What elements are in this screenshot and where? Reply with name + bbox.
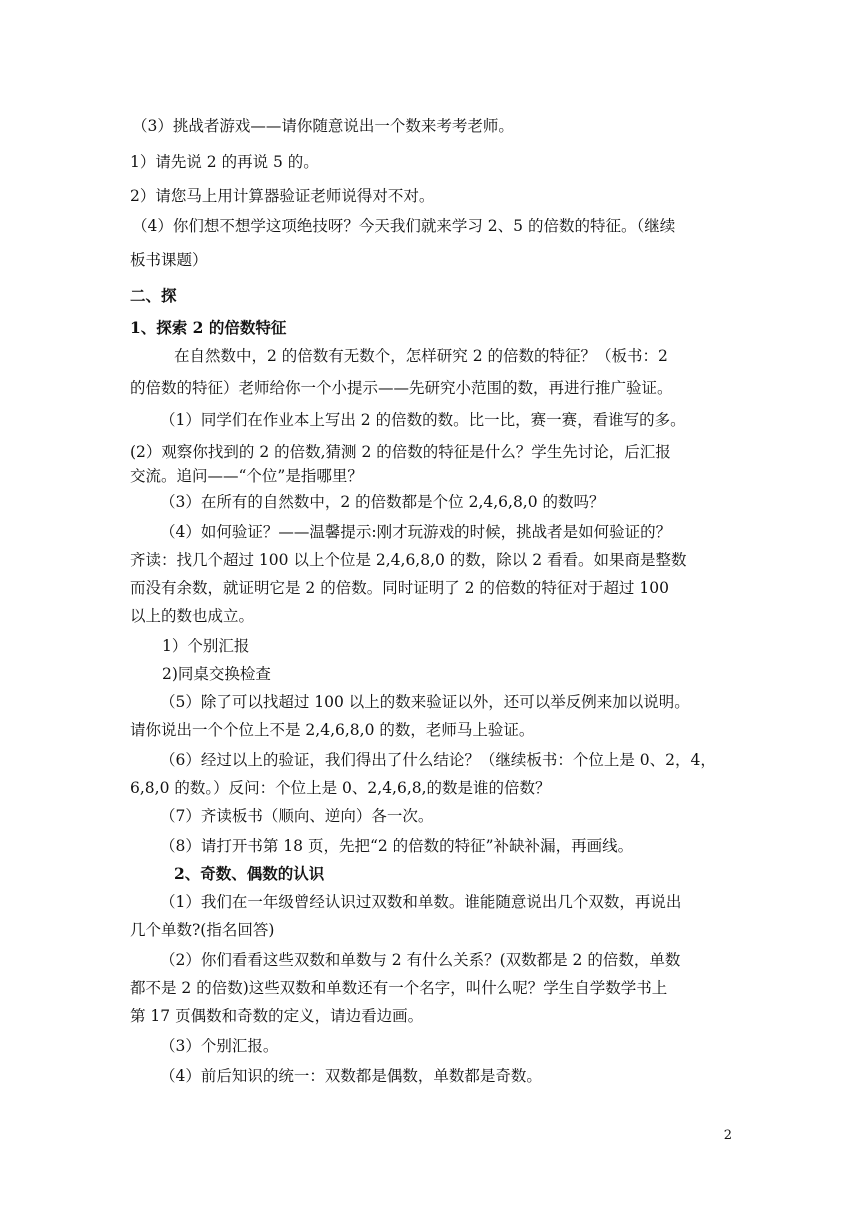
subsection-heading-multiples-of-2: 1、探索 2 的倍数特征 bbox=[130, 318, 287, 337]
text-line-say-a-number: 请你说出一个个位上不是 2,4,6,8,0 的数，老师马上验证。 bbox=[130, 721, 535, 739]
subsection-heading-odd-even: 2、奇数、偶数的认识 bbox=[174, 864, 325, 883]
text-line-report: （3）个别汇报。 bbox=[160, 1037, 279, 1055]
text-line-how-to-verify: （4）如何验证？——温馨提示:刚才玩游戏的时候，挑战者是如何验证的？ bbox=[160, 523, 672, 541]
text-line-peer-check: 2)同桌交换检查 bbox=[162, 665, 271, 683]
text-line-say-2-then-5: 1）请先说 2 的再说 5 的。 bbox=[130, 153, 319, 171]
text-line-open-book: （8）请打开书第 18 页，先把“2 的倍数的特征”补缺补漏，再画线。 bbox=[160, 837, 634, 855]
text-line-ask-ones-place: 交流。追问——“个位”是指哪里？ bbox=[130, 467, 363, 485]
text-line-individual-report: 1）个别汇报 bbox=[162, 637, 250, 655]
text-line-verify-with-calculator: 2）请您马上用计算器验证老师说得对不对。 bbox=[130, 187, 435, 205]
section-heading-explore: 二、探 bbox=[130, 286, 177, 305]
text-line-board-topic: 板书课题） bbox=[130, 251, 208, 269]
text-line-read-board: （7）齐读板书（顺向、逆向）各一次。 bbox=[160, 807, 434, 825]
text-line-reverse-question: 6,8,0 的数。）反问：个位上是 0、2,4,6,8,的数是谁的倍数？ bbox=[130, 779, 551, 797]
text-line-relationship: （2）你们看看这些双数和单数与 2 有什么关系？(双数都是 2 的倍数，单数 bbox=[160, 951, 681, 969]
text-line-observe-guess: (2）观察你找到的 2 的倍数,猜测 2 的倍数的特征是什么？学生先讨论，后汇报 bbox=[130, 443, 671, 461]
text-line-natural-numbers: 在自然数中，2 的倍数有无数个，怎样研究 2 的倍数的特征？（板书：2 bbox=[174, 347, 668, 365]
text-line-definition-page: 第 17 页偶数和奇数的定义，请边看边画。 bbox=[130, 1007, 424, 1025]
text-line-self-study: 都不是 2 的倍数)这些双数和单数还有一个名字，叫什么呢？学生自学数学书上 bbox=[130, 979, 668, 997]
text-line-want-to-learn: （4）你们想不想学这项绝技呀？今天我们就来学习 2、5 的倍数的特征。（继续 bbox=[132, 217, 676, 235]
text-line-all-natural-numbers: （3）在所有的自然数中，2 的倍数都是个位 2,4,6,8,0 的数吗？ bbox=[160, 493, 605, 511]
text-line-counterexample: （5）除了可以找超过 100 以上的数来验证以外，还可以举反例来加以说明。 bbox=[160, 693, 690, 711]
text-line-conclusion: （6）经过以上的验证，我们得出了什么结论？（继续板书：个位上是 0、2，4， bbox=[160, 751, 716, 769]
page-number: 2 bbox=[723, 1128, 732, 1143]
text-line-teacher-hint: 的倍数的特征）老师给你一个小提示——先研究小范围的数，再进行推广验证。 bbox=[130, 379, 673, 397]
text-line-no-remainder: 而没有余数，就证明它是 2 的倍数。同时证明了 2 的倍数的特征对于超过 100 bbox=[130, 579, 669, 597]
text-line-write-multiples: （1）同学们在作业本上写出 2 的倍数的数。比一比，赛一赛，看谁写的多。 bbox=[160, 411, 686, 429]
text-line-read-together: 齐读：找几个超过 100 以上个位是 2,4,6,8,0 的数，除以 2 看看。如果商是整数 bbox=[130, 551, 687, 569]
text-line-challenge-game: （3）挑战者游戏——请你随意说出一个数来考考老师。 bbox=[132, 117, 514, 135]
text-line-also-valid: 以上的数也成立。 bbox=[130, 607, 255, 625]
text-line-first-grade: （1）我们在一年级曾经认识过双数和单数。谁能随意说出几个双数，再说出 bbox=[160, 893, 682, 911]
text-line-name-answer: 几个单数?(指名回答) bbox=[130, 921, 275, 939]
text-line-unify-knowledge: （4）前后知识的统一：双数都是偶数，单数都是奇数。 bbox=[160, 1067, 542, 1085]
